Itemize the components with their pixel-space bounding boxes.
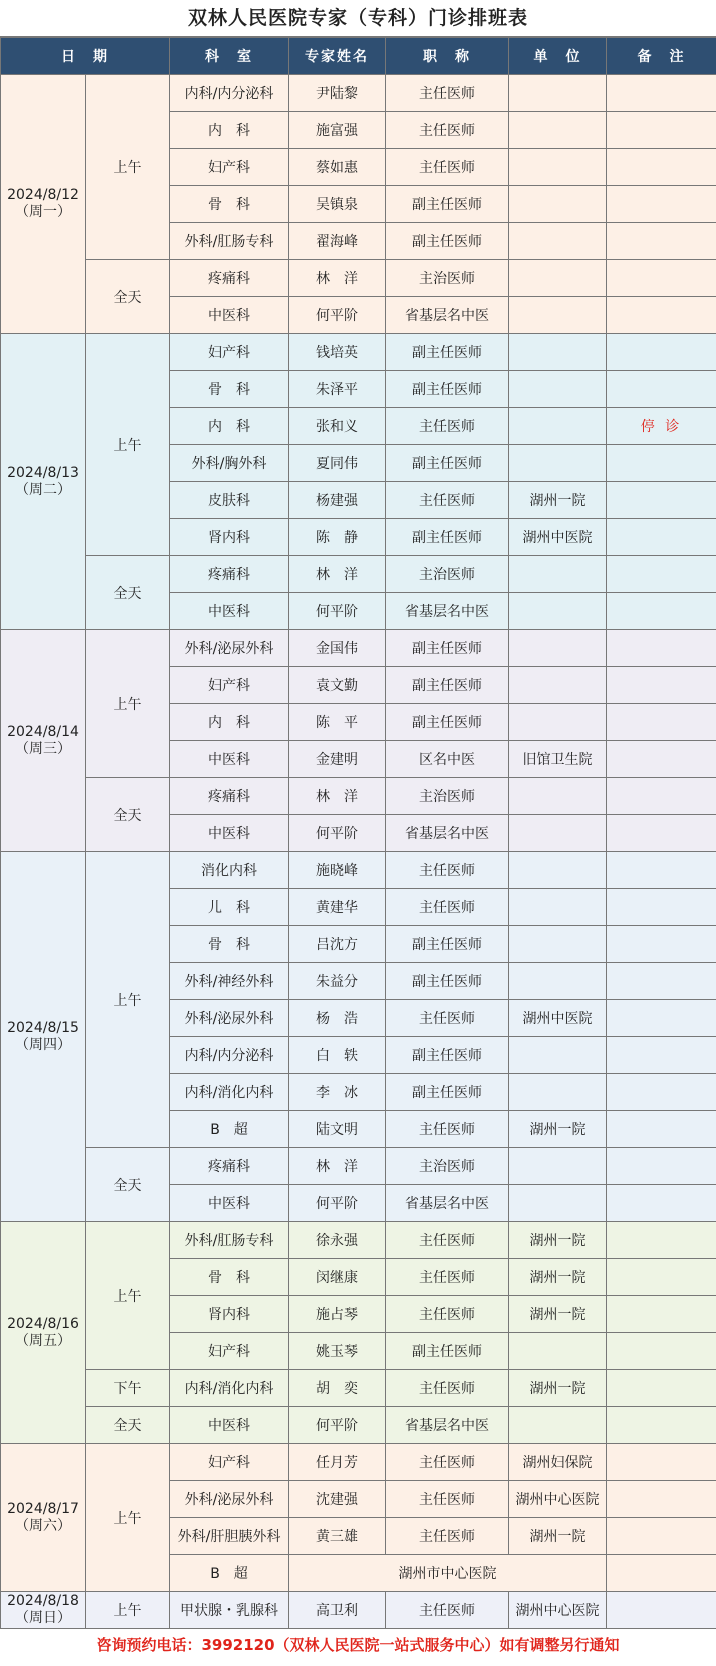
title-cell: 主任医师 bbox=[386, 112, 509, 149]
title-cell: 主任医师 bbox=[386, 1444, 509, 1481]
name-cell: 沈建强 bbox=[289, 1481, 386, 1518]
period-cell: 上午 bbox=[86, 1222, 170, 1370]
title-cell: 主任医师 bbox=[386, 482, 509, 519]
note-cell bbox=[607, 1037, 716, 1074]
unit-cell bbox=[509, 408, 607, 445]
name-cell: 何平阶 bbox=[289, 593, 386, 630]
name-cell: 金建明 bbox=[289, 741, 386, 778]
note-cell bbox=[607, 223, 716, 260]
dept-cell: 疼痛科 bbox=[170, 556, 289, 593]
dept-cell: 皮肤科 bbox=[170, 482, 289, 519]
title-cell: 副主任医师 bbox=[386, 186, 509, 223]
unit-cell bbox=[509, 630, 607, 667]
period-cell: 全天 bbox=[86, 778, 170, 852]
name-cell: 朱泽平 bbox=[289, 371, 386, 408]
unit-cell: 湖州一院 bbox=[509, 1111, 607, 1148]
title-cell: 主任医师 bbox=[386, 1518, 509, 1555]
footer-notice: 咨询预约电话：3992120（双林人民医院一站式服务中心）如有调整另行通知 bbox=[96, 1636, 620, 1654]
note-cell: 停 诊 bbox=[607, 408, 716, 445]
note-cell bbox=[607, 889, 716, 926]
name-cell: 何平阶 bbox=[289, 1407, 386, 1444]
note-cell bbox=[607, 1444, 716, 1481]
name-cell: 陆文明 bbox=[289, 1111, 386, 1148]
table-row bbox=[1, 1148, 716, 1185]
weekday-text: （周四） bbox=[15, 1036, 71, 1053]
title-cell: 副主任医师 bbox=[386, 519, 509, 556]
title-cell: 副主任医师 bbox=[386, 445, 509, 482]
unit-cell: 湖州一院 bbox=[509, 1222, 607, 1259]
title-cell: 副主任医师 bbox=[386, 371, 509, 408]
title-cell: 副主任医师 bbox=[386, 704, 509, 741]
header-unit: 单 位 bbox=[509, 38, 607, 75]
note-cell bbox=[607, 149, 716, 186]
weekday-text: （周一） bbox=[15, 204, 71, 220]
note-cell bbox=[607, 1000, 716, 1037]
title-cell: 省基层名中医 bbox=[386, 815, 509, 852]
header-title: 职 称 bbox=[386, 38, 509, 75]
note-cell bbox=[607, 1555, 716, 1592]
unit-cell: 湖州中医院 bbox=[509, 519, 607, 556]
name-cell: 朱益分 bbox=[289, 963, 386, 1000]
date-cell bbox=[1, 1222, 86, 1444]
period-cell: 上午 bbox=[86, 630, 170, 778]
date-text: 2024/8/16 bbox=[7, 1315, 79, 1332]
name-cell: 施占琴 bbox=[289, 1296, 386, 1333]
title-cell: 省基层名中医 bbox=[386, 297, 509, 334]
unit-cell: 湖州妇保院 bbox=[509, 1444, 607, 1481]
period-cell: 上午 bbox=[86, 852, 170, 1148]
date-cell bbox=[1, 630, 86, 852]
note-cell bbox=[607, 1407, 716, 1444]
title-cell: 副主任医师 bbox=[386, 334, 509, 371]
unit-cell bbox=[509, 149, 607, 186]
title-cell: 副主任医师 bbox=[386, 1333, 509, 1370]
unit-cell bbox=[509, 371, 607, 408]
name-cell: 林 洋 bbox=[289, 1148, 386, 1185]
name-cell: 林 洋 bbox=[289, 556, 386, 593]
note-cell bbox=[607, 667, 716, 704]
title-cell: 主任医师 bbox=[386, 852, 509, 889]
dept-cell: 内 科 bbox=[170, 112, 289, 149]
unit-cell bbox=[509, 815, 607, 852]
date-text: 2024/8/13 bbox=[7, 464, 79, 481]
weekday-text: （周二） bbox=[15, 481, 71, 498]
dept-cell: 甲状腺・乳腺科 bbox=[170, 1592, 289, 1629]
dept-cell: B 超 bbox=[170, 1111, 289, 1148]
dept-cell: 外科/肝胆胰外科 bbox=[170, 1518, 289, 1555]
dept-cell: 中医科 bbox=[170, 1185, 289, 1222]
dept-cell: 骨 科 bbox=[170, 371, 289, 408]
dept-cell: 外科/神经外科 bbox=[170, 963, 289, 1000]
note-cell bbox=[607, 371, 716, 408]
unit-cell bbox=[509, 112, 607, 149]
dept-cell: 骨 科 bbox=[170, 926, 289, 963]
table-row bbox=[1, 556, 716, 593]
period-cell: 全天 bbox=[86, 556, 170, 630]
title-cell: 省基层名中医 bbox=[386, 1185, 509, 1222]
title-cell: 主任医师 bbox=[386, 1592, 509, 1629]
unit-cell bbox=[509, 926, 607, 963]
title-cell: 主任医师 bbox=[386, 1222, 509, 1259]
period-cell: 上午 bbox=[86, 1444, 170, 1592]
name-cell: 吕沈方 bbox=[289, 926, 386, 963]
unit-cell bbox=[509, 889, 607, 926]
name-cell: 金国伟 bbox=[289, 630, 386, 667]
note-cell bbox=[607, 186, 716, 223]
unit-cell bbox=[509, 297, 607, 334]
title-cell: 主任医师 bbox=[386, 889, 509, 926]
note-cell bbox=[607, 1333, 716, 1370]
title-cell: 区名中医 bbox=[386, 741, 509, 778]
unit-cell bbox=[509, 556, 607, 593]
dept-cell: 疼痛科 bbox=[170, 260, 289, 297]
name-cell: 杨 浩 bbox=[289, 1000, 386, 1037]
table-row bbox=[1, 630, 716, 667]
table-row bbox=[1, 1444, 716, 1481]
dept-cell: 中医科 bbox=[170, 1407, 289, 1444]
date-cell bbox=[1, 1444, 86, 1592]
unit-cell bbox=[509, 1037, 607, 1074]
title-cell: 主任医师 bbox=[386, 1000, 509, 1037]
title-cell: 主任医师 bbox=[386, 1481, 509, 1518]
title-cell: 主任医师 bbox=[386, 149, 509, 186]
name-cell: 胡 奕 bbox=[289, 1370, 386, 1407]
name-cell: 林 洋 bbox=[289, 778, 386, 815]
dept-cell: 外科/泌尿外科 bbox=[170, 630, 289, 667]
dept-cell: 疼痛科 bbox=[170, 778, 289, 815]
unit-cell bbox=[509, 186, 607, 223]
name-cell: 姚玉琴 bbox=[289, 1333, 386, 1370]
dept-cell: 妇产科 bbox=[170, 1444, 289, 1481]
dept-cell: 内科/消化内科 bbox=[170, 1074, 289, 1111]
note-cell bbox=[607, 112, 716, 149]
note-cell bbox=[607, 815, 716, 852]
dept-cell: 妇产科 bbox=[170, 334, 289, 371]
note-cell bbox=[607, 519, 716, 556]
date-text: 2024/8/18 bbox=[7, 1593, 79, 1609]
name-cell: 尹陆黎 bbox=[289, 75, 386, 112]
note-cell bbox=[607, 1296, 716, 1333]
unit-cell: 旧馆卫生院 bbox=[509, 741, 607, 778]
name-cell: 何平阶 bbox=[289, 297, 386, 334]
dept-cell: B 超 bbox=[170, 1555, 289, 1592]
note-cell bbox=[607, 1370, 716, 1407]
note-cell bbox=[607, 593, 716, 630]
note-cell bbox=[607, 1518, 716, 1555]
unit-cell bbox=[509, 593, 607, 630]
note-cell bbox=[607, 1148, 716, 1185]
table-row bbox=[1, 852, 716, 889]
dept-cell: 内 科 bbox=[170, 408, 289, 445]
title-cell: 副主任医师 bbox=[386, 667, 509, 704]
header-date: 日 期 bbox=[1, 38, 170, 75]
title-cell: 副主任医师 bbox=[386, 926, 509, 963]
unit-cell bbox=[509, 260, 607, 297]
unit-cell: 湖州一院 bbox=[509, 1518, 607, 1555]
date-text: 2024/8/14 bbox=[7, 723, 79, 740]
dept-cell: 内科/内分泌科 bbox=[170, 75, 289, 112]
name-cell: 徐永强 bbox=[289, 1222, 386, 1259]
unit-cell: 湖州一院 bbox=[509, 1370, 607, 1407]
title-cell: 省基层名中医 bbox=[386, 1407, 509, 1444]
unit-cell: 湖州中医院 bbox=[509, 1000, 607, 1037]
note-cell bbox=[607, 630, 716, 667]
title-cell: 主治医师 bbox=[386, 1148, 509, 1185]
title-cell: 副主任医师 bbox=[386, 630, 509, 667]
name-cell: 袁文勤 bbox=[289, 667, 386, 704]
unit-cell bbox=[509, 1333, 607, 1370]
dept-cell: 儿 科 bbox=[170, 889, 289, 926]
title-cell: 主任医师 bbox=[386, 1296, 509, 1333]
note-cell bbox=[607, 297, 716, 334]
unit-cell: 湖州中心医院 bbox=[509, 1592, 607, 1629]
period-cell: 全天 bbox=[86, 1407, 170, 1444]
dept-cell: 中医科 bbox=[170, 741, 289, 778]
note-cell bbox=[607, 75, 716, 112]
name-cell: 李 冰 bbox=[289, 1074, 386, 1111]
title-cell: 主治医师 bbox=[386, 556, 509, 593]
name-cell: 黄三雄 bbox=[289, 1518, 386, 1555]
date-text: 2024/8/12 bbox=[7, 187, 79, 203]
name-cell: 陈 平 bbox=[289, 704, 386, 741]
dept-cell: 肾内科 bbox=[170, 1296, 289, 1333]
dept-cell: 外科/泌尿外科 bbox=[170, 1481, 289, 1518]
weekday-text: （周五） bbox=[15, 1332, 71, 1349]
title-cell: 主治医师 bbox=[386, 778, 509, 815]
unit-cell bbox=[509, 223, 607, 260]
dept-cell: 内 科 bbox=[170, 704, 289, 741]
weekday-text: （周六） bbox=[15, 1517, 71, 1534]
title-cell: 副主任医师 bbox=[386, 963, 509, 1000]
dept-cell: 内科/消化内科 bbox=[170, 1370, 289, 1407]
unit-cell bbox=[509, 667, 607, 704]
date-cell bbox=[1, 1592, 86, 1629]
date-text: 2024/8/17 bbox=[7, 1500, 79, 1517]
schedule-table bbox=[0, 37, 716, 1629]
unit-cell bbox=[509, 334, 607, 371]
name-cell: 杨建强 bbox=[289, 482, 386, 519]
unit-cell bbox=[509, 1148, 607, 1185]
table-row bbox=[1, 1370, 716, 1407]
name-cell: 任月芳 bbox=[289, 1444, 386, 1481]
name-cell: 何平阶 bbox=[289, 1185, 386, 1222]
dept-cell: 中医科 bbox=[170, 297, 289, 334]
unit-cell: 湖州一院 bbox=[509, 482, 607, 519]
unit-cell: 湖州一院 bbox=[509, 1296, 607, 1333]
note-cell bbox=[607, 556, 716, 593]
name-cell: 林 洋 bbox=[289, 260, 386, 297]
dept-cell: 肾内科 bbox=[170, 519, 289, 556]
title-cell: 副主任医师 bbox=[386, 1037, 509, 1074]
name-cell: 张和义 bbox=[289, 408, 386, 445]
unit-cell bbox=[509, 445, 607, 482]
table-row bbox=[1, 260, 716, 297]
page-title: 双林人民医院专家（专科）门诊排班表 bbox=[0, 0, 716, 37]
weekday-text: （周日） bbox=[15, 1610, 71, 1626]
unit-cell bbox=[509, 1407, 607, 1444]
table-header bbox=[1, 38, 716, 75]
note-cell bbox=[607, 1074, 716, 1111]
unit-cell bbox=[509, 75, 607, 112]
unit-cell: 湖州中心医院 bbox=[509, 1481, 607, 1518]
name-cell: 白 轶 bbox=[289, 1037, 386, 1074]
period-cell: 下午 bbox=[86, 1370, 170, 1407]
merged-cell: 湖州市中心医院 bbox=[289, 1555, 607, 1592]
name-cell: 吴镇泉 bbox=[289, 186, 386, 223]
name-cell: 高卫利 bbox=[289, 1592, 386, 1629]
title-cell: 主任医师 bbox=[386, 408, 509, 445]
note-cell bbox=[607, 852, 716, 889]
dept-cell: 妇产科 bbox=[170, 149, 289, 186]
dept-cell: 中医科 bbox=[170, 815, 289, 852]
dept-cell: 消化内科 bbox=[170, 852, 289, 889]
title-cell: 主任医师 bbox=[386, 1259, 509, 1296]
note-cell bbox=[607, 704, 716, 741]
table-row bbox=[1, 1407, 716, 1444]
unit-cell bbox=[509, 1185, 607, 1222]
title-cell: 主任医师 bbox=[386, 75, 509, 112]
name-cell: 施富强 bbox=[289, 112, 386, 149]
note-cell bbox=[607, 926, 716, 963]
dept-cell: 外科/肛肠专科 bbox=[170, 223, 289, 260]
note-cell bbox=[607, 741, 716, 778]
note-cell bbox=[607, 1481, 716, 1518]
table-row bbox=[1, 334, 716, 371]
dept-cell: 妇产科 bbox=[170, 667, 289, 704]
note-cell bbox=[607, 1259, 716, 1296]
title-cell: 副主任医师 bbox=[386, 223, 509, 260]
header-name: 专家姓名 bbox=[289, 38, 386, 75]
note-cell bbox=[607, 260, 716, 297]
dept-cell: 妇产科 bbox=[170, 1333, 289, 1370]
dept-cell: 中医科 bbox=[170, 593, 289, 630]
note-cell bbox=[607, 778, 716, 815]
table-row bbox=[1, 1222, 716, 1259]
unit-cell bbox=[509, 778, 607, 815]
period-cell: 全天 bbox=[86, 1148, 170, 1222]
dept-cell: 内科/内分泌科 bbox=[170, 1037, 289, 1074]
title-cell: 副主任医师 bbox=[386, 1074, 509, 1111]
note-cell bbox=[607, 1222, 716, 1259]
period-cell: 上午 bbox=[86, 1592, 170, 1629]
dept-cell: 外科/胸外科 bbox=[170, 445, 289, 482]
unit-cell bbox=[509, 963, 607, 1000]
note-cell bbox=[607, 482, 716, 519]
note-cell bbox=[607, 1592, 716, 1629]
title-cell: 主任医师 bbox=[386, 1370, 509, 1407]
dept-cell: 骨 科 bbox=[170, 186, 289, 223]
note-cell bbox=[607, 445, 716, 482]
unit-cell bbox=[509, 704, 607, 741]
name-cell: 钱培英 bbox=[289, 334, 386, 371]
date-cell bbox=[1, 334, 86, 630]
name-cell: 何平阶 bbox=[289, 815, 386, 852]
title-cell: 省基层名中医 bbox=[386, 593, 509, 630]
name-cell: 陈 静 bbox=[289, 519, 386, 556]
note-cell bbox=[607, 1111, 716, 1148]
dept-cell: 外科/泌尿外科 bbox=[170, 1000, 289, 1037]
name-cell: 黄建华 bbox=[289, 889, 386, 926]
dept-cell: 骨 科 bbox=[170, 1259, 289, 1296]
note-cell bbox=[607, 963, 716, 1000]
period-cell: 全天 bbox=[86, 260, 170, 334]
unit-cell bbox=[509, 1074, 607, 1111]
dept-cell: 疼痛科 bbox=[170, 1148, 289, 1185]
table-row bbox=[1, 75, 716, 112]
table-row bbox=[1, 778, 716, 815]
name-cell: 夏同伟 bbox=[289, 445, 386, 482]
period-cell: 上午 bbox=[86, 75, 170, 260]
note-cell bbox=[607, 334, 716, 371]
name-cell: 闵继康 bbox=[289, 1259, 386, 1296]
period-cell: 上午 bbox=[86, 334, 170, 556]
header-dept: 科 室 bbox=[170, 38, 289, 75]
date-text: 2024/8/15 bbox=[7, 1019, 79, 1036]
date-cell bbox=[1, 852, 86, 1222]
table-row bbox=[1, 1592, 716, 1629]
unit-cell: 湖州一院 bbox=[509, 1259, 607, 1296]
dept-cell: 外科/肛肠专科 bbox=[170, 1222, 289, 1259]
date-cell bbox=[1, 75, 86, 334]
title-cell: 主治医师 bbox=[386, 260, 509, 297]
name-cell: 施晓峰 bbox=[289, 852, 386, 889]
note-cell bbox=[607, 1185, 716, 1222]
weekday-text: （周三） bbox=[15, 740, 71, 757]
title-cell: 主任医师 bbox=[386, 1111, 509, 1148]
unit-cell bbox=[509, 852, 607, 889]
name-cell: 蔡如惠 bbox=[289, 149, 386, 186]
name-cell: 翟海峰 bbox=[289, 223, 386, 260]
header-note: 备 注 bbox=[607, 38, 716, 75]
